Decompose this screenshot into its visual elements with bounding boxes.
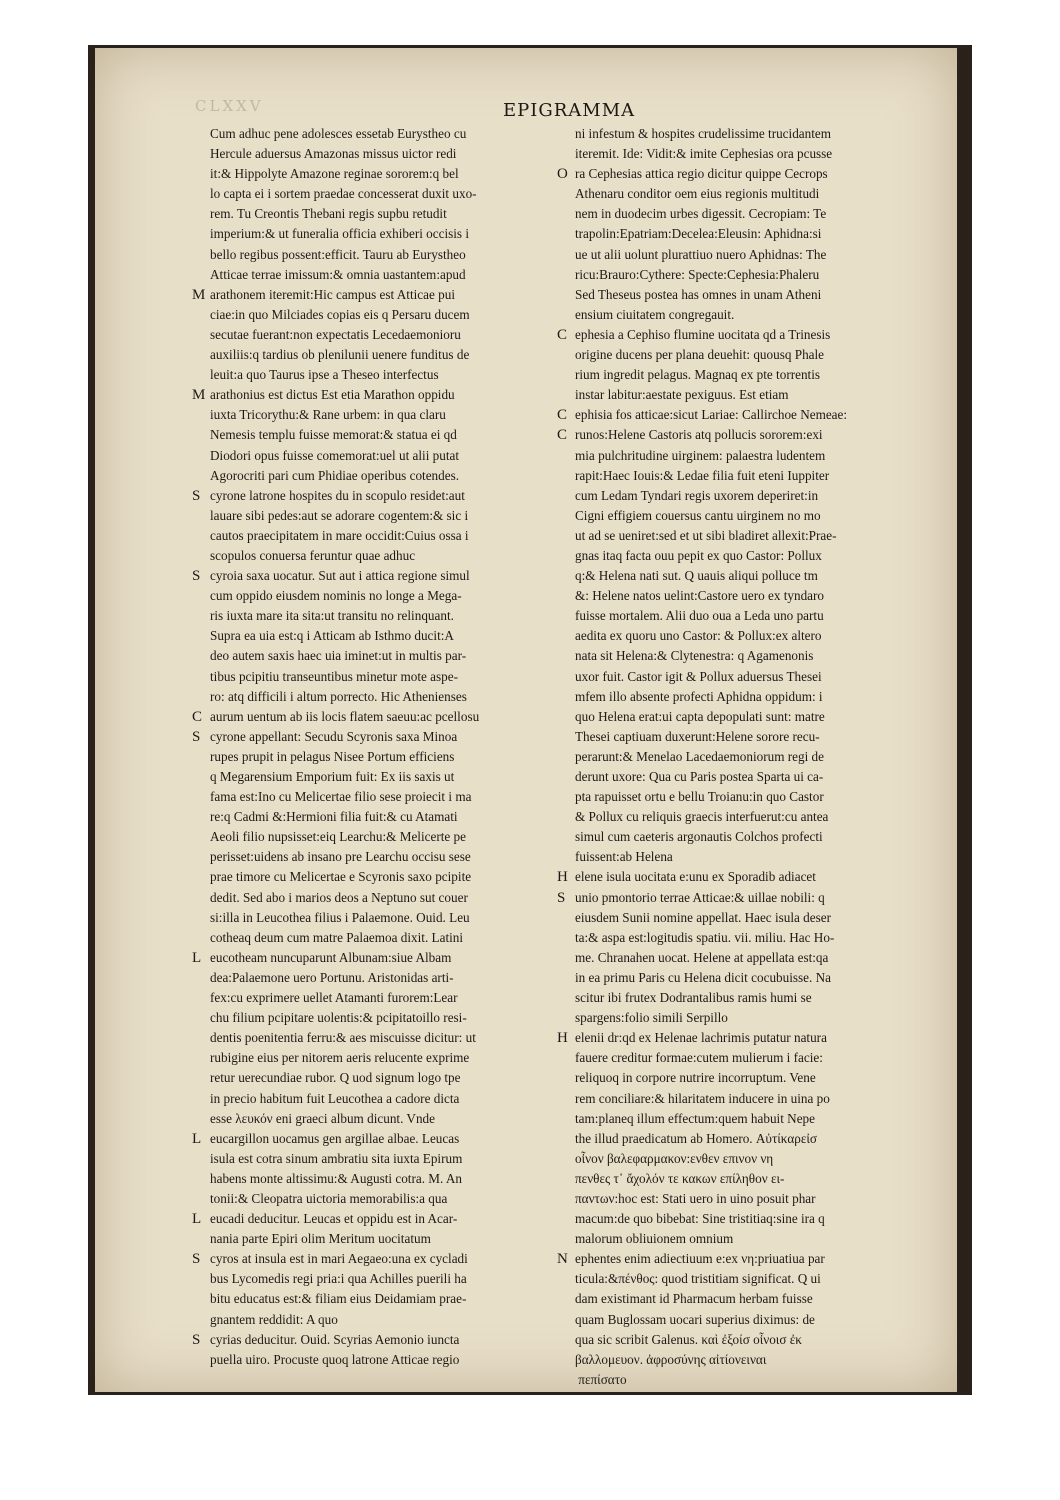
line-text: q Megarensium Emporium fuit: Ex iis saxis ut [210,769,455,784]
text-line [553,1189,935,1209]
line-text: quam Buglossam uocari superius diximus: de [575,1311,815,1327]
text-line [190,1289,562,1309]
text-line [553,646,935,666]
line-text: imperium:& ut funeralia officia exhiberi occisis i [210,226,470,242]
line-text: dea:Palaemone uero Portunu. Aristonidas arti- [210,969,454,985]
line-text: cotheaq deum cum matre Palaemoa dixit. Latini [210,929,464,945]
text-line [190,345,562,365]
text-line [190,546,562,566]
line-text: cyrias deducitur. Ouid. Scyrias Aemonio iuncta [210,1331,460,1347]
line-text: tam:planeq illum effectum:quem habuit Nepe [575,1110,815,1126]
line-text: cum oppido eiusdem nominis no longe a Mega- [210,588,462,604]
text-line [553,1109,935,1129]
text-line [553,325,935,345]
line-text: βαλλομευον. ἀφροσύνης αἰτίονειναι [575,1351,767,1367]
line-text: isula est cotra sinum ambratiu sita iuxta Epirum [210,1150,463,1166]
line-text: unio pmontorio terrae Atticae:& uillae nobili: q [575,889,825,905]
text-line [553,1089,935,1109]
text-line [190,1269,562,1289]
line-text: macum:de quo bibebat: Sine tristitiaq:sine ira q [575,1211,825,1227]
text-line [553,1249,935,1269]
line-text: cautos praecipitatem in mare occidit:Cuius ossa i [210,527,469,543]
line-text: q:& Helena nati sut. Q uauis aliqui polluce tm [575,568,818,584]
line-text: esse λευκόν eni graeci album dicunt. Vnde [210,1110,435,1126]
paragraph-initial: O [557,166,568,183]
line-text: οἶνον βαλεφαρμακον:ενθεν επινον νη [575,1150,774,1166]
line-text: Cum adhuc pene adolesces essetab Eurystheo cu [210,126,467,141]
line-text: cyrone latrone hospites du in scopulo residet:aut [210,487,465,503]
line-text: Hercule aduersus Amazonas missus uictor redi [210,146,457,162]
line-text: fuissent:ab Helena [575,849,673,865]
text-line [190,506,562,526]
text-line [553,405,935,425]
text-line [190,948,562,968]
text-line [190,365,562,385]
text-line [190,325,562,345]
line-text: elene isula uocitata e:unu ex Sporadib adiacet [575,869,816,885]
text-line [553,928,935,948]
line-text: iteremit. Ide: Vidit:& imite Cephesias ora pcusse [575,146,833,162]
line-text: ciae:in quo Milciades copias eis q Persaru ducem [210,306,470,322]
line-text: puella uiro. Procuste quoq latrone Atticae regio [210,1351,460,1367]
line-text: ricu:Brauro:Cythere: Specte:Cephesia:Phaleru [575,266,820,282]
line-text: iuxta Tricorythu:& Rane urbem: in qua claru [210,407,446,423]
text-line [190,466,562,486]
text-line [553,164,935,184]
text-line [553,847,935,867]
line-text: habens monte altissimu:& Augusti cotra. M. An [210,1170,463,1186]
text-line [190,1169,562,1189]
paragraph-initial: C [192,708,203,725]
text-line [553,1028,935,1048]
paragraph-initial: S [192,1331,201,1348]
line-text: ris iuxta mare ita sita:ut transitu no relinquant. [210,608,454,624]
text-line [190,1008,562,1028]
text-line [190,124,562,144]
text-line [190,908,562,928]
paragraph-initial: S [192,487,201,504]
line-text: Agorocriti pari cum Phidiae operibus cotendes. [210,467,460,483]
line-text: me. Chranahen uocat. Helene at appellata est:qa [575,949,829,965]
line-text: chu filium pcipitare uolentis:& pcipitatoillo resi- [210,1010,467,1026]
line-text: bitu educatus est:& filiam eius Deidamiam prae- [210,1291,467,1307]
line-text: & Pollux cu reliquis graecis interfuerut:cu antea [575,809,829,825]
line-text: fuisse mortalem. Alii duo oua a Leda uno partu [575,608,824,624]
text-line [553,245,935,265]
line-text: bello regibus possent:efficit. Tauru ab Eurystheo [210,246,466,262]
text-line [553,204,935,224]
text-line [553,506,935,526]
paragraph-initial: L [192,1211,202,1228]
line-text: fauere creditur formae:cutem mulierum i facie: [575,1050,823,1066]
line-text: malorum obliuionem omnium [575,1231,734,1247]
paragraph-initial: L [192,1130,202,1147]
text-line [190,707,562,727]
text-line [190,968,562,988]
text-line [553,425,935,445]
text-line [553,144,935,164]
text-line [553,466,935,486]
line-text: perarunt:& Menelao Lacedaemoniorum regi de [575,748,824,764]
text-line [553,667,935,687]
line-text: Athenaru conditor oem eius regionis multitudi [575,186,820,202]
text-line [190,1149,562,1169]
line-text: cyroia saxa uocatur. Sut aut i attica regione simul [210,568,470,584]
text-line [190,1229,562,1249]
text-line [553,546,935,566]
paragraph-initial: C [557,427,568,444]
line-text: tonii:& Cleopatra uictoria memorabilis:a qua [210,1190,448,1206]
text-line [190,1028,562,1048]
line-text: pta rapuisset ortu e bellu Troianu:in quo Castor [575,789,824,805]
line-text: deo autem saxis haec uia iminet:ut in multis par- [210,648,467,664]
line-text: rem conciliare:& hilaritatem inducere in uina po [575,1090,830,1106]
line-text: Diodori opus fuisse comemorat:uel ut alii putat [210,447,460,463]
paragraph-initial: S [192,568,201,585]
text-line [190,285,562,305]
text-line [553,345,935,365]
line-text: it:& Hippolyte Amazone reginae sororem:q bel [210,166,459,182]
text-line [190,626,562,646]
text-line [553,968,935,988]
paragraph-initial: S [192,728,201,745]
text-line [190,586,562,606]
text-line [190,787,562,807]
line-text: the illud praedicatum ab Homero. Αὐτίκαρεἰσ [575,1130,818,1146]
line-text: gnas itaq facta ouu pepit ex quo Castor: Pollux [575,547,822,563]
text-line [190,646,562,666]
text-line [553,486,935,506]
paragraph-initial: C [557,326,568,343]
line-text: rubigine eius per nitorem aeris relucente exprime [210,1050,470,1066]
right-column [553,124,935,1390]
text-line [553,566,935,586]
text-line [190,1209,562,1229]
line-text: arathonem iteremit:Hic campus est Atticae pui [210,286,455,302]
text-line [190,566,562,586]
line-text: ticula:&πένθος: quod tristitiam significat. Q ui [575,1271,821,1287]
line-text: runos:Helene Castoris atq pollucis sororem:exi [575,427,823,443]
line-text: instar labitur:aestate pexiguus. Est etiam [575,387,789,403]
line-text: gnantem reddidit: A quo [210,1311,338,1327]
text-line [553,1008,935,1028]
line-text: re:q Cadmi &:Hermioni filia fuit:& cu Atamati [210,809,458,825]
text-line [553,1048,935,1068]
text-line [553,1310,935,1330]
line-text: fex:cu exprimere uellet Atamanti furorem:Lear [210,990,458,1006]
text-line [553,948,935,968]
line-text: cyrone appellant: Secudu Scyronis saxa Minoa [210,728,458,744]
text-line [190,1310,562,1330]
line-text: Nemesis templu fuisse memorat:& statua ei qd [210,427,457,443]
line-text: in ea primu Paris cu Helena dicit cocubuisse. Na [575,969,831,985]
line-text: eucotheam nuncuparunt Albunam:siue Albam [210,949,452,965]
line-text: dentis poenitentia ferru:& aes miscuisse dicitur: ut [210,1030,476,1046]
text-line [553,1129,935,1149]
text-line [553,1149,935,1169]
line-text: mfem illo absente profecti Aphidna oppidum: i [575,688,823,704]
line-text: ephisia fos atticae:sicut Lariae: Callirchoe Nemeae: [575,407,848,423]
line-text: aedita ex quoru uno Castor: & Pollux:ex altero [575,628,822,644]
text-line [553,626,935,646]
line-text: ue ut alii uolunt plurattiuo nuero Aphidnas: The [575,246,827,262]
line-text: retur uerecundiae rubor. Q uod signum logo tpe [210,1070,461,1086]
line-text: rupes prupit in pelagus Nisee Portum efficiens [210,748,455,764]
line-text: lauare sibi pedes:aut se adorare cogentem:& sic i [210,507,469,523]
text-line [553,1209,935,1229]
line-text: reliquoq in corpore nutrire incorruptum. Vene [575,1070,816,1086]
text-line [553,747,935,767]
line-text: fama est:Ino cu Melicertae filio sese proiecit i ma [210,789,472,805]
line-text: Supra ea uia est:q i Atticam ab Isthmo ducit:A [210,628,454,644]
text-line [190,204,562,224]
line-text: &: Helene natos uelint:Castore uero ex tyndaro [575,588,825,604]
line-text: cum Ledam Tyndari regis uxorem deperiret:in [575,487,819,503]
line-text: nania parte Epiri olim Meritum uocitatum [210,1231,431,1247]
line-text: leuit:a quo Taurus ipse a Theseo interfectus [210,367,439,383]
line-text: dedit. Sed abo i marios deos a Neptuno sut couer [210,889,468,905]
line-text: ensium ciuitatem congregauit. [575,306,735,322]
ghost-folio-number: CLXXV [195,97,264,115]
line-text: nem in duodecim urbes digessit. Cecropiam: Te [575,206,827,222]
line-text: mia pulchritudine uirginem: palaestra ludentem [575,447,826,463]
paragraph-initial: C [557,407,568,424]
text-line [190,446,562,466]
line-text: eucadi deducitur. Leucas et oppidu est in Acar- [210,1211,458,1227]
text-line [553,1169,935,1189]
line-text: ra Cephesias attica regio dicitur quippe Cecrops [575,166,828,182]
line-text: πενθες τ᾽ ἄχολόν τε κακων επίληθον ει- [575,1170,785,1186]
text-line [190,928,562,948]
line-text: ut ad se ueniret:sed et ut sibi bladiret allexit:Prae- [575,527,837,543]
line-text: ro: atq difficili i altum porrecto. Hic Athenienses [210,688,467,704]
line-text: auxiliis:q tardius ob plenilunii uenere funditus de [210,347,470,363]
line-text: perisset:uidens ab insano pre Learchu occisu sese [210,849,471,865]
text-line [190,1068,562,1088]
text-line [190,164,562,184]
line-text: Sed Theseus postea has omnes in unam Atheni [575,286,822,302]
text-line [553,285,935,305]
line-text: scitur ibi frutex Dodrantalibus ramis humi se [575,990,812,1006]
line-text: rem. Tu Creontis Thebani regis supbu retudit [210,206,447,222]
text-line [553,1289,935,1309]
text-line [553,265,935,285]
line-text: eiusdem Sunii nomine appellat. Haec isula deser [575,909,831,925]
text-line [553,827,935,847]
line-text: qua sic scribit Galenus. καὶ ἐξοίσ οἶνοισ ἐκ [575,1331,802,1347]
paragraph-initial: L [192,949,202,966]
line-text: trapolin:Epatriam:Decelea:Eleusin: Aphidna:si [575,226,822,242]
line-text: cyros at insula est in mari Aegaeo:una ex cycladi [210,1251,468,1267]
line-text: Thesei captiuam duxerunt:Helene sorore recu- [575,728,820,744]
line-text: eucargillon uocamus gen argillae albae. Leucas [210,1130,460,1146]
text-line [190,1089,562,1109]
line-text: ephesia a Cephiso flumine uocitata qd a Trinesis [575,326,831,342]
text-line [553,767,935,787]
text-line [553,1229,935,1249]
text-line [553,184,935,204]
text-line [190,526,562,546]
text-line [553,888,935,908]
text-line [553,606,935,626]
line-text: secutae fuerant:non expectatis Lecedaemonioru [210,326,461,342]
text-line [553,385,935,405]
line-text: lo capta ei i sortem praedae concesserat duxit uxo- [210,186,477,202]
text-line [190,385,562,405]
text-line [553,988,935,1008]
paragraph-initial: M [192,286,206,303]
text-line [190,667,562,687]
text-line [553,124,935,144]
text-line [553,224,935,244]
line-text: derunt uxore: Qua cu Paris postea Sparta ui ca- [575,769,824,784]
line-text: arathonius est dictus Est etia Marathon oppidu [210,387,455,403]
text-line [553,908,935,928]
text-line [553,365,935,385]
text-line [190,1109,562,1129]
line-text: simul cum caeteris argonautis Colchos profecti [575,829,823,845]
text-line [190,1129,562,1149]
text-line [553,687,935,707]
text-line [190,405,562,425]
text-line [190,867,562,887]
paragraph-initial: S [192,1251,201,1268]
text-line [553,305,935,325]
text-line [553,1370,935,1390]
text-line [190,827,562,847]
line-text: dam existimant id Pharmacum herbam fuisse [575,1291,813,1307]
text-line [190,888,562,908]
text-line [190,767,562,787]
text-line [190,687,562,707]
line-text: ephentes enim adiectiuum e:ex νη:priuatiua par [575,1251,825,1267]
line-text: spargens:folio simili Serpillo [575,1010,728,1026]
text-line [190,144,562,164]
text-line [553,1068,935,1088]
line-text: uxor fuit. Castor igit & Pollux aduersus Thesei [575,668,822,684]
text-line [190,606,562,626]
text-line [190,486,562,506]
running-head: EPIGRAMMA [503,100,636,121]
line-text: Aeoli filio nupsisset:eiq Learchu:& Melicerte pe [210,829,466,845]
text-line [190,184,562,204]
line-text: aurum uentum ab iis locis flatem saeuu:ac pcellosu [210,708,480,724]
line-text: bus Lycomedis regi pria:i qua Achilles puerili ha [210,1271,467,1287]
line-text: rapit:Haec Iouis:& Ledae filia fuit eteni Iuppiter [575,467,830,483]
line-text: si:illa in Leucothea filius i Palaemone. Ouid. Leu [210,909,470,925]
text-line [190,847,562,867]
text-line [553,1350,935,1370]
text-line [553,1330,935,1350]
line-text: in precio habitum fuit Leucothea a cadore dicta [210,1090,460,1106]
line-text: ni infestum & hospites crudelissime trucidantem [575,126,832,141]
text-line [190,1330,562,1350]
line-text: πεπίσατο [575,1371,627,1387]
text-line [553,707,935,727]
line-text: tibus pcipitiu transeuntibus minetur mote aspe- [210,668,458,684]
text-line [190,265,562,285]
paragraph-initial: M [192,387,206,404]
text-line [190,1189,562,1209]
text-line [190,1048,562,1068]
text-line [190,1350,562,1370]
line-text: Cigni effigiem couersus cantu uirginem no mo [575,507,821,523]
text-line [190,747,562,767]
line-text: quo Helena erat:ui capta depopulati sunt: matre [575,708,825,724]
text-line [190,807,562,827]
text-line [553,586,935,606]
text-line [553,1269,935,1289]
text-line [190,245,562,265]
line-text: elenii dr:qd ex Helenae lachrimis putatur natura [575,1030,827,1046]
paragraph-initial: S [557,889,566,906]
text-line [190,1249,562,1269]
text-line [553,787,935,807]
line-text: scopulos conuersa feruntur quae adhuc [210,547,416,563]
text-line [190,305,562,325]
text-line [553,867,935,887]
text-line [553,446,935,466]
line-text: ta:& aspa est:logitudis spatiu. vii. miliu. Hac Ho- [575,929,835,945]
text-line [553,526,935,546]
paragraph-initial: H [557,1030,568,1047]
text-line [190,727,562,747]
line-text: rium ingredit pelagus. Magnaq ex pte torrentis [575,367,821,383]
text-line [190,988,562,1008]
line-text: origine ducens per plana deuehit: quousq Phale [575,347,825,363]
line-text: nata sit Helena:& Clytenestra: q Agamenonis [575,648,814,664]
left-column [190,124,562,1370]
text-line [553,727,935,747]
text-line [190,224,562,244]
line-text: Atticae terrae imissum:& omnia uastantem:apud [210,266,466,282]
paragraph-initial: N [557,1251,568,1268]
line-text: παντων:hoc est: Stati uero in uino posuit phar [575,1190,816,1206]
paragraph-initial: H [557,869,568,886]
line-text: prae timore cu Melicertae e Scyronis saxo pcipite [210,869,472,885]
text-line [553,807,935,827]
text-line [190,425,562,445]
